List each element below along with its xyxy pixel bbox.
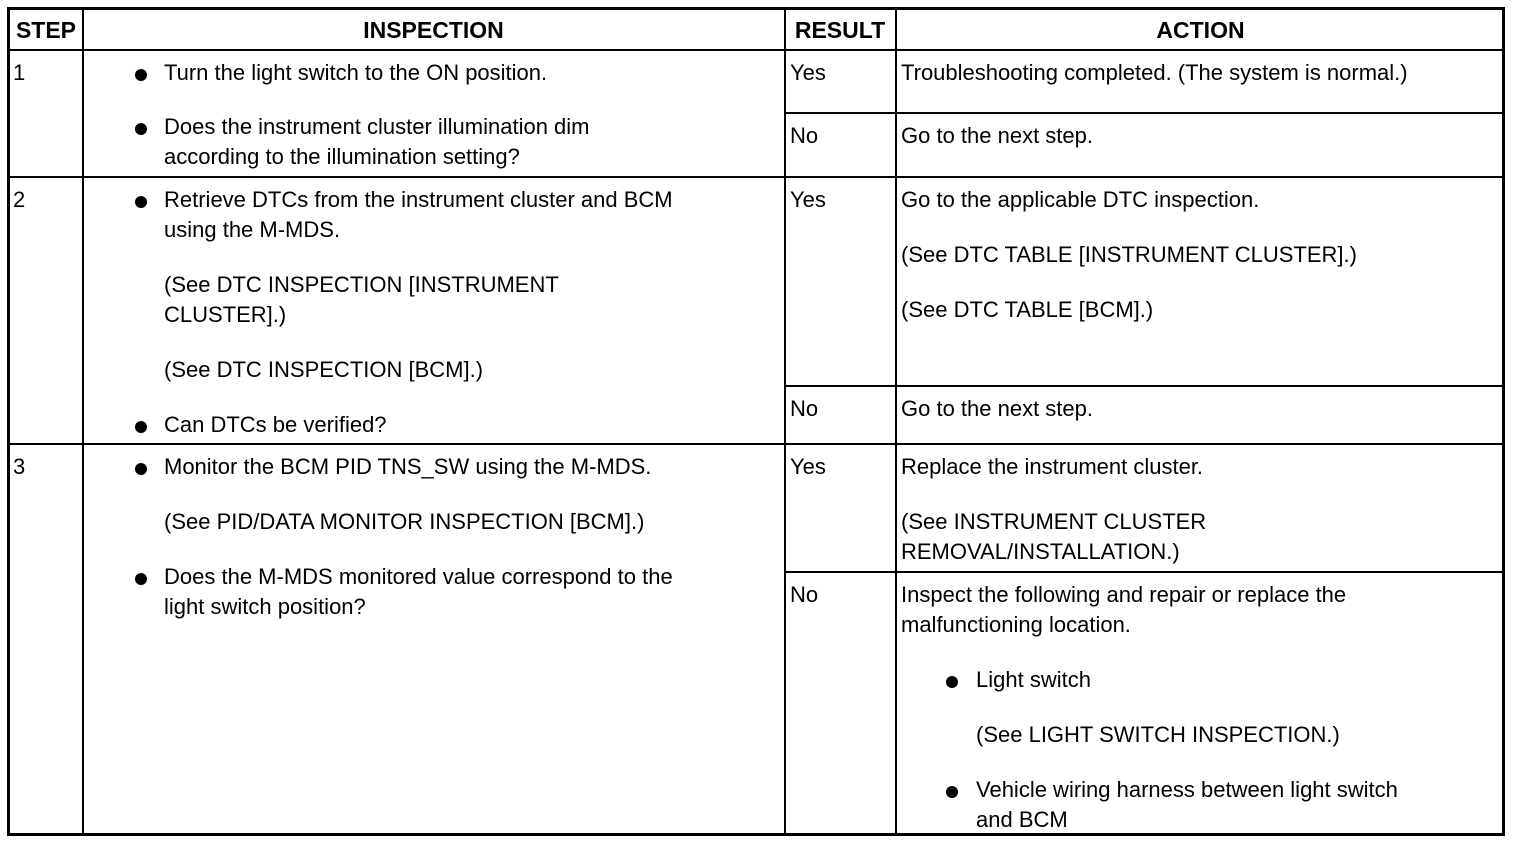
column-divider bbox=[895, 10, 897, 836]
inspection-text: Retrieve DTCs from the instrument cluster and BCM bbox=[164, 187, 673, 212]
result-divider bbox=[784, 385, 1505, 387]
result-yes: Yes bbox=[790, 454, 826, 479]
result-divider bbox=[784, 112, 1505, 114]
reference-text: (See DTC TABLE [BCM].) bbox=[901, 297, 1154, 322]
header-result: RESULT bbox=[794, 17, 886, 43]
column-divider bbox=[82, 10, 84, 836]
reference-text: REMOVAL/INSTALLATION.) bbox=[901, 539, 1180, 564]
inspection-text: Does the instrument cluster illumination dim bbox=[164, 114, 590, 139]
step-number: 2 bbox=[13, 187, 26, 212]
result-no: No bbox=[790, 396, 819, 421]
result-no: No bbox=[790, 123, 819, 148]
action-item: Vehicle wiring harness between light switch bbox=[976, 777, 1398, 802]
troubleshooting-table bbox=[7, 7, 1505, 836]
header-step: STEP bbox=[15, 17, 77, 43]
row-divider bbox=[10, 176, 1505, 178]
inspection-text: Does the M-MDS monitored value correspond to the bbox=[164, 564, 673, 589]
result-divider bbox=[784, 571, 1505, 573]
bullet-icon bbox=[946, 676, 958, 688]
row-divider bbox=[10, 443, 1505, 445]
action-text: Go to the next step. bbox=[901, 396, 1094, 421]
inspection-text: Turn the light switch to the ON position. bbox=[164, 60, 548, 85]
action-item: and BCM bbox=[976, 807, 1068, 832]
inspection-text: light switch position? bbox=[164, 594, 366, 619]
inspection-text: according to the illumination setting? bbox=[164, 144, 520, 169]
bullet-icon bbox=[135, 123, 147, 135]
reference-text: CLUSTER].) bbox=[164, 302, 287, 327]
header-action: ACTION bbox=[1156, 17, 1245, 43]
inspection-text: Monitor the BCM PID TNS_SW using the M-MDS. bbox=[164, 454, 652, 479]
result-yes: Yes bbox=[790, 60, 826, 85]
step-number: 3 bbox=[13, 454, 26, 479]
action-text: Go to the applicable DTC inspection. bbox=[901, 187, 1260, 212]
action-text: Inspect the following and repair or replace the bbox=[901, 582, 1347, 607]
action-text: malfunctioning location. bbox=[901, 612, 1131, 637]
reference-text: (See INSTRUMENT CLUSTER bbox=[901, 509, 1207, 534]
action-text: Troubleshooting completed. (The system is normal.) bbox=[901, 60, 1408, 85]
bullet-icon bbox=[135, 69, 147, 81]
reference-text: (See LIGHT SWITCH INSPECTION.) bbox=[976, 722, 1340, 747]
reference-text: (See DTC INSPECTION [BCM].) bbox=[164, 357, 484, 382]
reference-text: (See DTC TABLE [INSTRUMENT CLUSTER].) bbox=[901, 242, 1357, 267]
bullet-icon bbox=[135, 463, 147, 475]
inspection-text: using the M-MDS. bbox=[164, 217, 341, 242]
column-divider bbox=[784, 10, 786, 836]
action-text: Replace the instrument cluster. bbox=[901, 454, 1204, 479]
action-item: Light switch bbox=[976, 667, 1091, 692]
bullet-icon bbox=[135, 196, 147, 208]
step-number: 1 bbox=[13, 60, 26, 85]
result-yes: Yes bbox=[790, 187, 826, 212]
header-inspection: INSPECTION bbox=[363, 17, 504, 43]
action-text: Go to the next step. bbox=[901, 123, 1094, 148]
bullet-icon bbox=[135, 573, 147, 585]
reference-text: (See DTC INSPECTION [INSTRUMENT bbox=[164, 272, 559, 297]
inspection-text: Can DTCs be verified? bbox=[164, 412, 387, 437]
reference-text: (See PID/DATA MONITOR INSPECTION [BCM].) bbox=[164, 509, 645, 534]
bullet-icon bbox=[135, 421, 147, 433]
bullet-icon bbox=[946, 786, 958, 798]
result-no: No bbox=[790, 582, 819, 607]
